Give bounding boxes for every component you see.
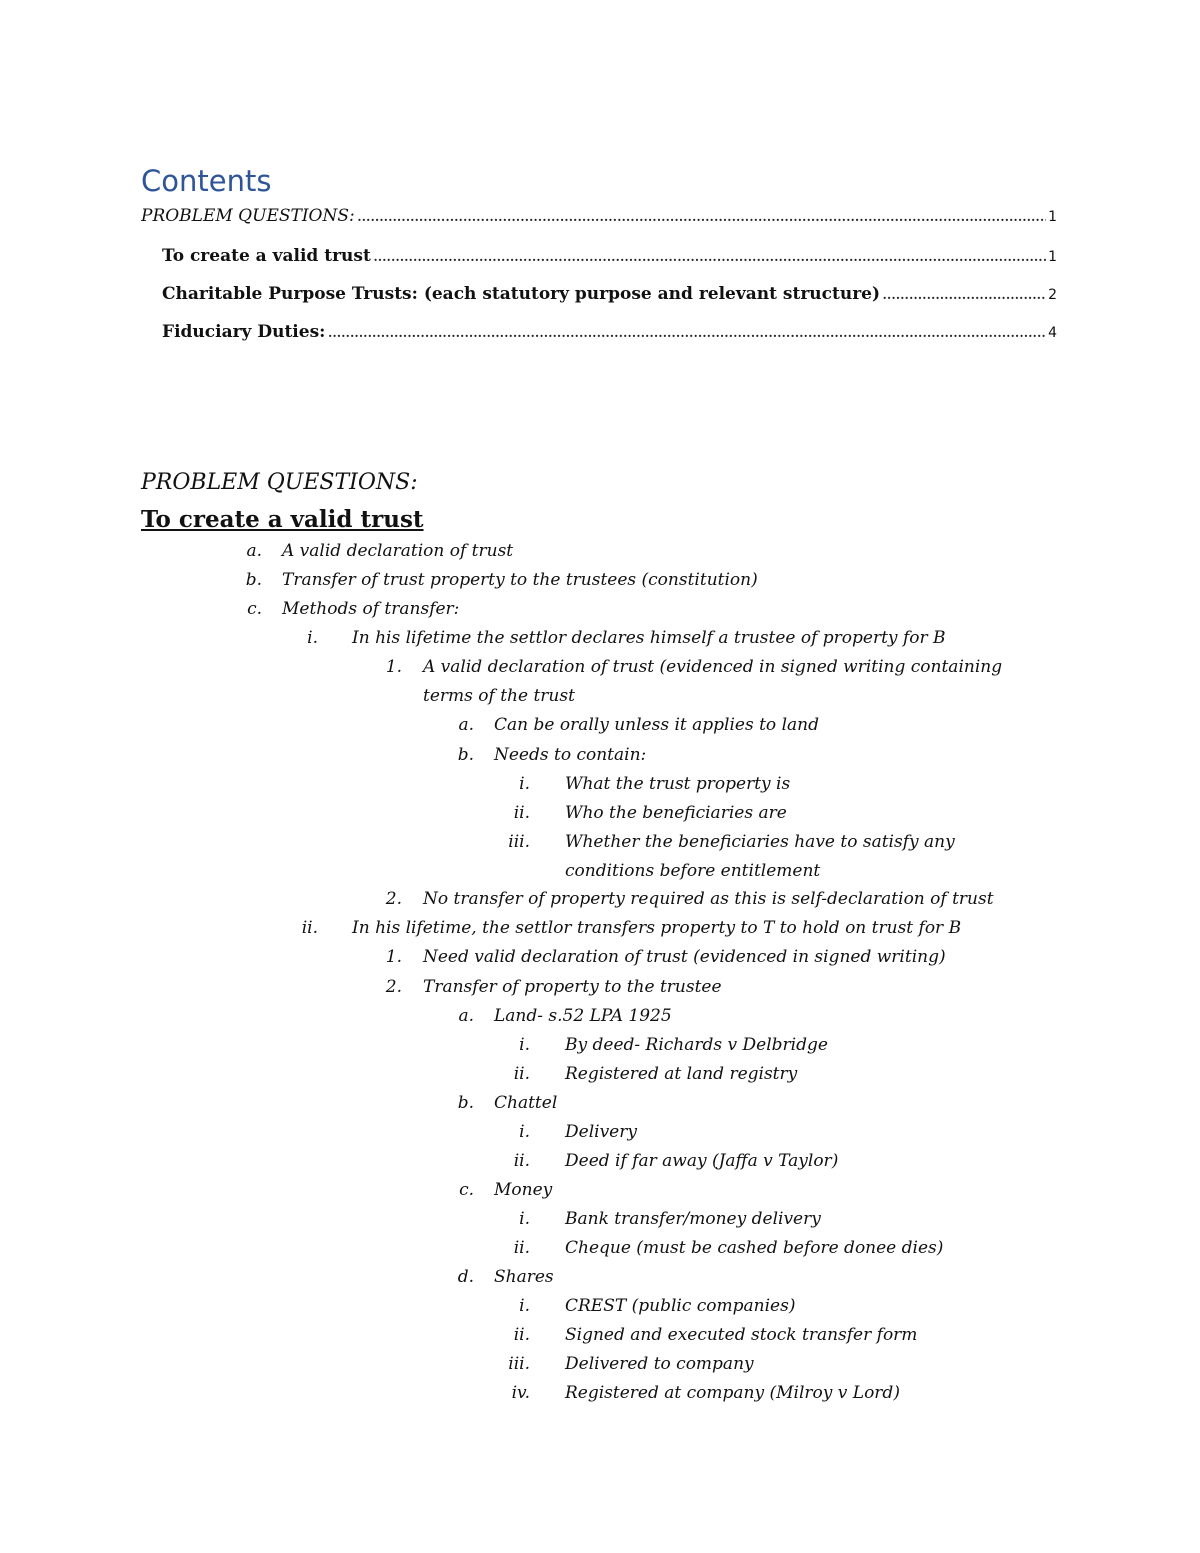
toc-entry-label: To create a valid trust (162, 246, 371, 266)
list-item: Transfer of trust property to the trustees (constitution) (282, 570, 758, 590)
list-item: Whether the beneficiaries have to satisfy any (565, 832, 955, 852)
list-marker: iii. (508, 1354, 530, 1374)
list-marker: a. (458, 715, 474, 735)
list-marker: i. (519, 1296, 530, 1316)
list-item: Cheque (must be cashed before donee dies) (565, 1238, 944, 1258)
subsection-heading: To create a valid trust (141, 506, 424, 533)
list-marker: ii. (513, 1064, 530, 1084)
list-item: conditions before entitlement (565, 861, 821, 881)
list-item: In his lifetime the settlor declares himself a trustee of property for B (352, 628, 946, 648)
list-marker: i. (519, 774, 530, 794)
list-item: Methods of transfer: (282, 599, 460, 619)
list-item: Signed and executed stock transfer form (565, 1325, 918, 1345)
toc-entry-label: Fiduciary Duties: (162, 322, 326, 342)
list-marker: iv. (511, 1383, 530, 1403)
list-item: CREST (public companies) (565, 1296, 796, 1316)
list-marker: i. (519, 1122, 530, 1142)
list-item: Can be orally unless it applies to land (494, 715, 819, 735)
toc-leader-dots (882, 284, 1046, 304)
list-marker: 2. (385, 977, 402, 997)
list-marker: d. (457, 1267, 474, 1287)
list-item: Who the beneficiaries are (565, 803, 787, 823)
list-marker: 1. (385, 657, 402, 677)
toc-entry-label: Charitable Purpose Trusts: (each statutory purpose and relevant structure) (162, 284, 881, 304)
list-marker: 2. (385, 889, 402, 909)
list-item: Chattel (494, 1093, 558, 1113)
list-item: In his lifetime, the settlor transfers property to T to hold on trust for B (352, 918, 962, 938)
list-marker: b. (457, 1093, 474, 1113)
list-marker: ii. (513, 1238, 530, 1258)
toc-entry-page: 4 (1048, 325, 1057, 341)
list-marker: i. (307, 628, 318, 648)
list-item: No transfer of property required as this is self-declaration of trust (423, 889, 994, 909)
list-item: Bank transfer/money delivery (565, 1209, 821, 1229)
list-item: Need valid declaration of trust (evidenced in signed writing) (423, 947, 946, 967)
list-marker: ii. (513, 1325, 530, 1345)
list-item: Delivered to company (565, 1354, 754, 1374)
toc-entry-charitable-purpose-trusts[interactable] (162, 284, 1057, 308)
toc-entry-page: 1 (1048, 209, 1057, 225)
list-marker: iii. (508, 832, 530, 852)
list-item: Registered at land registry (565, 1064, 798, 1084)
list-marker: i. (519, 1209, 530, 1229)
list-item: Land- s.52 LPA 1925 (494, 1006, 672, 1026)
list-marker: ii. (301, 918, 318, 938)
list-item: Money (494, 1180, 553, 1200)
toc-leader-dots (327, 322, 1046, 342)
list-item: Shares (494, 1267, 554, 1287)
toc-entry-label: PROBLEM QUESTIONS: (141, 206, 355, 226)
list-item: terms of the trust (423, 686, 575, 706)
toc-entry-problem-questions[interactable] (141, 206, 1057, 230)
toc-entry-fiduciary-duties[interactable] (162, 322, 1057, 346)
toc-heading: Contents (141, 164, 272, 198)
list-item: Transfer of property to the trustee (423, 977, 722, 997)
toc-entry-valid-trust[interactable] (162, 246, 1057, 270)
list-marker: a. (246, 541, 262, 561)
list-marker: b. (457, 745, 474, 765)
list-item: What the trust property is (565, 774, 791, 794)
list-item: Delivery (565, 1122, 637, 1142)
list-marker: 1. (385, 947, 402, 967)
list-marker: c. (459, 1180, 474, 1200)
list-item: Registered at company (Milroy v Lord) (565, 1383, 900, 1403)
list-marker: ii. (513, 1151, 530, 1171)
toc-entry-page: 2 (1048, 287, 1057, 303)
list-item: Deed if far away (Jaffa v Taylor) (565, 1151, 839, 1171)
list-marker: a. (458, 1006, 474, 1026)
list-marker: c. (247, 599, 262, 619)
list-item: A valid declaration of trust (evidenced in signed writing containing (423, 657, 1003, 677)
list-marker: ii. (513, 803, 530, 823)
list-marker: i. (519, 1035, 530, 1055)
list-item: Needs to contain: (494, 745, 647, 765)
toc-leader-dots (357, 206, 1046, 226)
list-marker: b. (245, 570, 262, 590)
list-item: By deed- Richards v Delbridge (565, 1035, 828, 1055)
toc-entry-page: 1 (1048, 249, 1057, 265)
list-item: A valid declaration of trust (282, 541, 514, 561)
toc-leader-dots (373, 246, 1046, 266)
section-heading: PROBLEM QUESTIONS: (141, 470, 418, 495)
